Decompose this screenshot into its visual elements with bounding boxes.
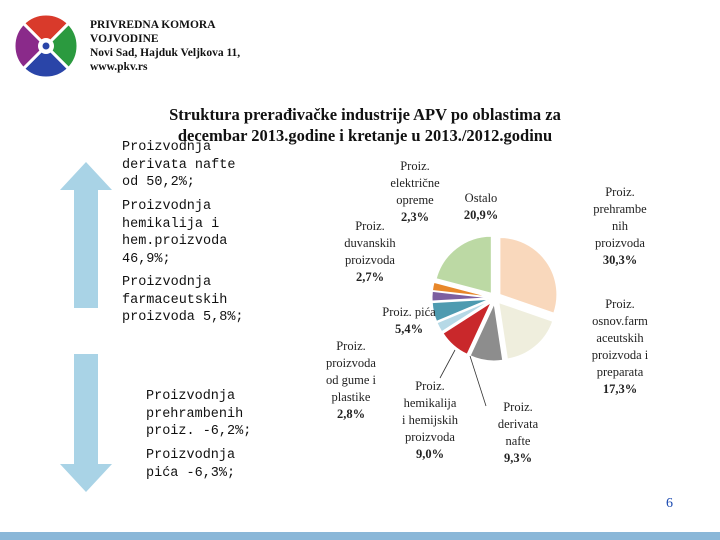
slice-label-text: plastike (331, 390, 371, 404)
slice-label-text: Ostalo (464, 191, 498, 205)
slice-value: 2,3% (400, 210, 430, 224)
slice-label-oil (486, 399, 550, 467)
leader-line (470, 356, 486, 406)
growth-text: Proizvodnja (122, 275, 212, 290)
slice-label-rubber-plastic (318, 338, 384, 423)
slice-label-text: električne (390, 176, 440, 190)
slice-label-text: duvanskih (344, 236, 396, 250)
decline-text: proiz. -6,2%; (146, 424, 252, 439)
slice-label-text: nih (612, 219, 628, 233)
slice-value: 5,4% (394, 322, 424, 336)
decline-text: Proizvodnja (146, 389, 236, 404)
slice-value: 2,7% (355, 270, 385, 284)
growth-text: Proizvodnja (122, 140, 212, 155)
slice-label-food (578, 184, 662, 269)
growth-text: farmaceutskih (122, 292, 228, 308)
slice-value: 20,9% (463, 208, 499, 222)
slice-label-text: aceutskih (596, 331, 644, 345)
slice-label-text: opreme (396, 193, 434, 207)
title-line: decembar 2013.godine i kretanje u 2013./2012.godinu (177, 126, 553, 145)
growth-text: Proizvodnja (122, 199, 212, 214)
decline-text: prehrambenih (146, 406, 244, 422)
slice-label-text: Proiz. (400, 159, 430, 173)
leader-line (440, 350, 455, 378)
growth-text: hemikalija i (122, 216, 220, 232)
growth-text: derivata nafte (122, 157, 236, 173)
slice-label-text: hemikalija (403, 396, 457, 410)
decline-text: pića -6,3%; (146, 465, 236, 481)
slice-label-text: Proiz. (336, 339, 366, 353)
slice-label-text: proizvoda (595, 236, 645, 250)
slice-label-chemicals (390, 378, 470, 463)
slice-label-text: osnov.farm (592, 314, 648, 328)
slice-value: 9,0% (415, 447, 445, 461)
org-line: PRIVREDNA KOMORA (90, 19, 216, 31)
slice-label-text: proizvoda (326, 356, 376, 370)
org-line: www.pkv.rs (90, 61, 148, 73)
slice-label-beverages (374, 304, 444, 338)
growth-text: od 50,2%; (122, 175, 195, 190)
slice-label-text: i hemijskih (402, 413, 458, 427)
slice-label-text: nafte (505, 434, 531, 448)
decline-text: Proizvodnja (146, 448, 236, 463)
slice-label-other (450, 190, 512, 224)
slice-label-text: prehrambe (593, 202, 647, 216)
slice-label-text: Proiz. (355, 219, 385, 233)
org-line: VOJVODINE (90, 33, 159, 45)
slice-label-text: proizvoda (345, 253, 395, 267)
slice-value: 9,3% (503, 451, 533, 465)
slice-label-text: proizvoda i (591, 348, 649, 362)
pie-slice-food (500, 238, 557, 314)
growth-text: 46,9%; (122, 251, 171, 267)
slice-label-text: Proiz. (415, 379, 445, 393)
slice-value: 30,3% (602, 253, 638, 267)
slice-label-pharma (578, 296, 662, 398)
page-number: 6 (666, 496, 673, 511)
growth-text: proizvoda 5,8%; (122, 310, 244, 325)
slice-label-text: Proiz. pića (382, 305, 436, 319)
org-line: Novi Sad, Hajduk Veljkova 11, (90, 47, 241, 59)
slice-label-text: derivata (497, 417, 539, 431)
slice-label-text: Proiz. (605, 297, 635, 311)
bottom-bar (0, 532, 720, 540)
slice-label-text: od gume i (326, 373, 376, 387)
slice-label-text: preparata (596, 365, 644, 379)
slice-label-text: proizvoda (405, 430, 455, 444)
slice-value: 2,8% (336, 407, 366, 421)
slice-label-text: Proiz. (503, 400, 533, 414)
slice-label-electrical (378, 158, 452, 226)
slice-label-tobacco (330, 218, 410, 286)
title-line: Struktura prerađivačke industrije APV po oblastima za (169, 105, 561, 124)
slice-label-text: Proiz. (605, 185, 635, 199)
slice-value: 17,3% (602, 382, 638, 396)
pie-slice-pharma (499, 303, 553, 359)
growth-text: hem.proizvoda (122, 234, 228, 249)
